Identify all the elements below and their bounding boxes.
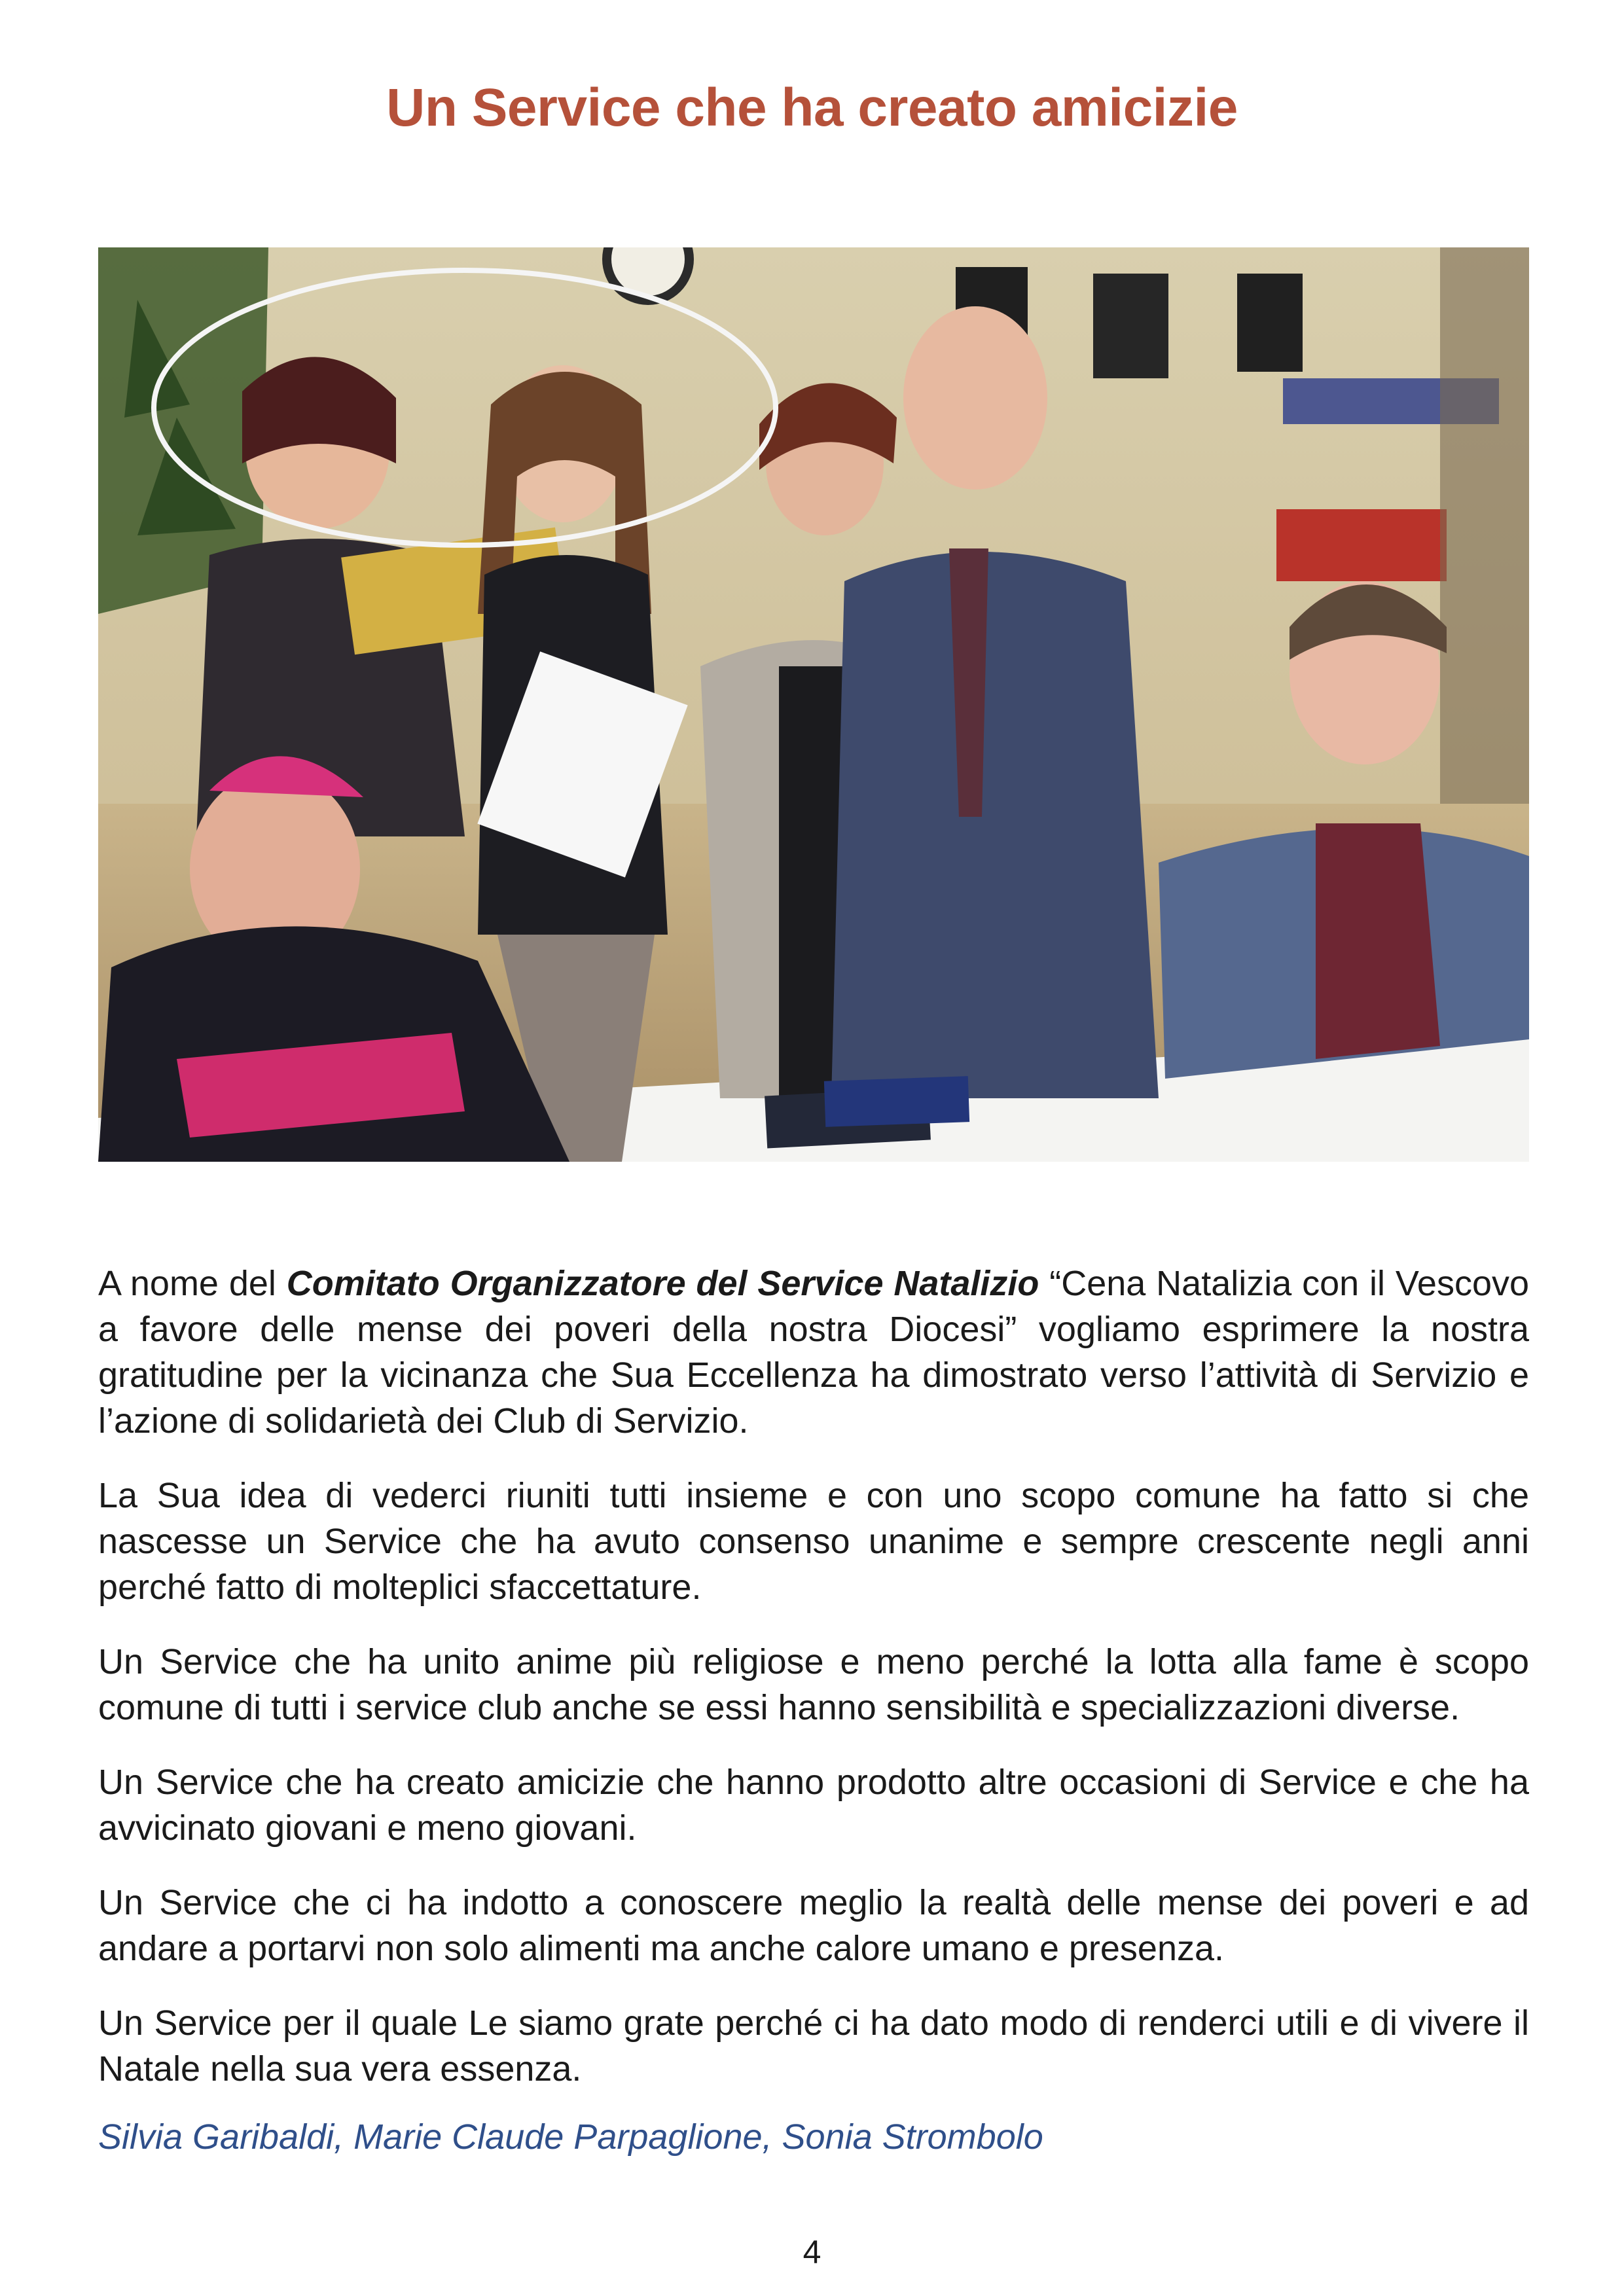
paragraph-5: Un Service che ci ha indotto a conoscere meglio la realtà delle mense dei poveri e ad andare a portarvi non solo alimenti ma anche calore umano e presenza.: [98, 1883, 1529, 1968]
group-photo: [98, 247, 1529, 1162]
paragraph-1: [98, 1261, 1529, 1444]
committee-name: Comitato Organizzatore del Service Natalizio: [286, 1264, 1039, 1303]
paragraph-2: La Sua idea di vederci riuniti tutti insieme e con uno scopo comune ha fatto si che nascesse un Service che ha avuto consenso unanime e sempre crescente negli anni perché fatto di molteplici sfaccettature.: [98, 1476, 1529, 1607]
page-number: 4: [803, 2234, 821, 2270]
paragraph-4: Un Service che ha creato amicizie che hanno prodotto altre occasioni di Service e che ha avvicinato giovani e meno giovani.: [98, 1763, 1529, 1848]
page-title: Un Service che ha creato amicizie: [386, 78, 1238, 137]
photo-illustration: [98, 247, 1529, 1162]
paragraph-1-start: A nome del: [98, 1264, 287, 1303]
article-body: [98, 1261, 1529, 2189]
paragraph-3: Un Service che ha unito anime più religiose e meno perché la lotta alla fame è scopo comune di tutti i service club anche se essi hanno sensibilità e specializzazioni diverse.: [98, 1642, 1529, 1727]
signature: Silvia Garibaldi, Marie Claude Parpaglione, Sonia Strombolo: [98, 2117, 1043, 2157]
paragraph-6: Un Service per il quale Le siamo grate perché ci ha dato modo di renderci utili e di vivere il Natale nella sua vera essenza.: [98, 2003, 1529, 2089]
paragraph-1-rest: “Cena Natalizia con il Vescovo a favore delle mense dei poveri della nostra Diocesi” vogliamo esprimere la nostra gratitudine per la vicinanza che Sua Eccellenza ha dimostrato verso l’attività di Servizio e l’azione di solidarietà dei Club di Servizio.: [98, 1264, 1530, 1441]
